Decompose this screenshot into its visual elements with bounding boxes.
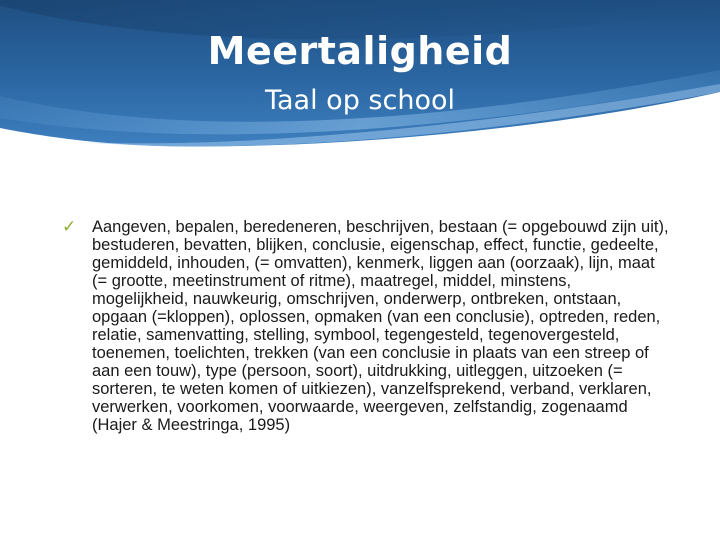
slide-subtitle: Taal op school xyxy=(264,85,455,116)
bullet-item xyxy=(62,218,672,434)
bullet-list xyxy=(62,218,672,434)
check-icon: ✓ xyxy=(62,217,77,237)
slide-title: Meertaligheid xyxy=(207,29,513,73)
bullet-text: Aangeven, bepalen, beredeneren, beschrijven, bestaan (= opgebouwd zijn uit), bestuderen, bevatten, blijken, conclusie, eigenschap, effect, functie, gedeelte, gemiddeld, inhouden, (= omvatten), kenmerk, liggen aan (oorzaak), lijn, maat (= grootte, meetinstrument of ritme), maatregel, middel, minstens, mogelijkheid, nauwkeurig, omschrijven, onderwerp, ontbreken, ontstaan, opgaan (=kloppen), oplossen, opmaken (van een conclusie), optreden, reden, relatie, samenvatting, stelling, symbool, tegengesteld, tegenovergesteld, toenemen, toelichten, trekken (van een conclusie in plaats van een streep of aan een touw), type (persoon, soort), uitdrukking, uitleggen, uitzoeken (= sorteren, te weten komen of uitkiezen), vanzelfsprekend, verband, verklaren, verwerken, voorkomen, voorwaarde, weergeven, zelfstandig, zogenaamd (Hajer & Meestringa, 1995) xyxy=(92,218,669,434)
